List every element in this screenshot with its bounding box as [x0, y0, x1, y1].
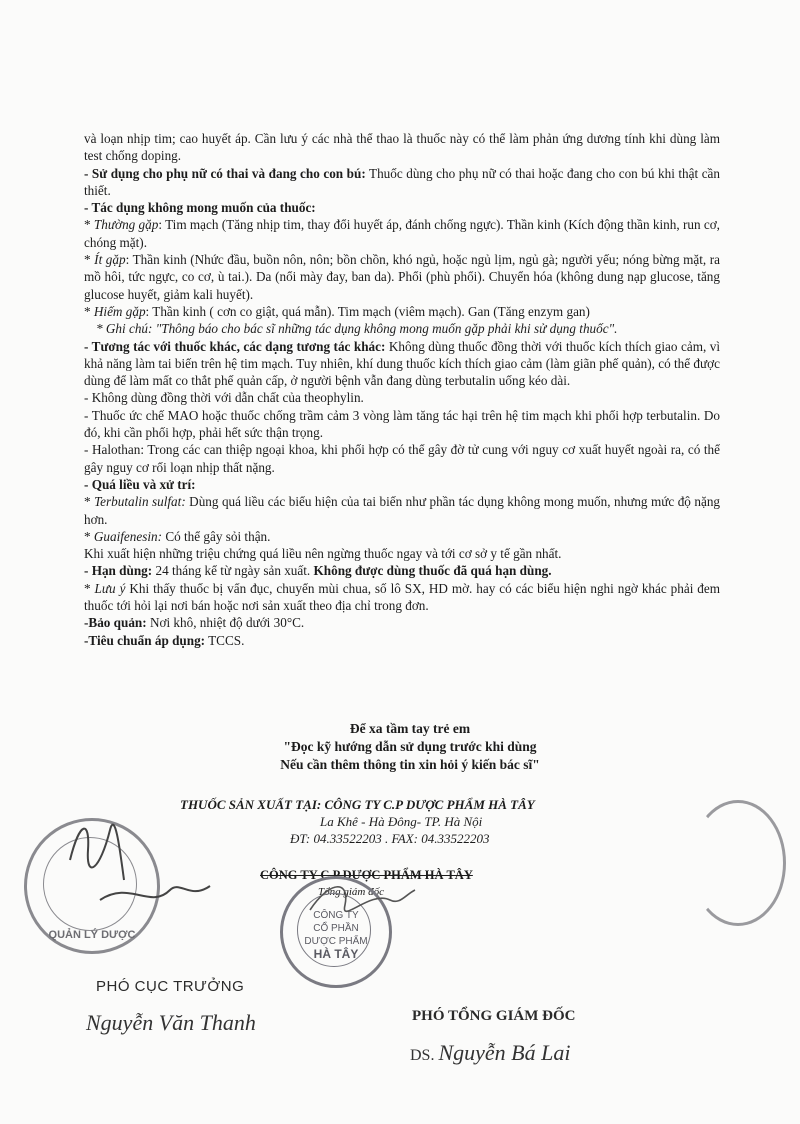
company-signature-name: CÔNG TY C.P DƯỢC PHẨM HÀ TÂY — [260, 868, 473, 882]
rare-label: Hiếm gặp — [93, 303, 146, 319]
paragraph-storage — [84, 614, 720, 631]
name-signature: Nguyễn Bá Lai — [438, 1040, 571, 1065]
guaifenesin-text: Có thể gây sỏi thận. — [162, 528, 271, 544]
expiry-label: - Hạn dùng: — [84, 563, 153, 579]
name-prefix: DS. — [410, 1047, 435, 1064]
manufacturer-address: La Khê - Hà Đông- TP. Hà Nội — [320, 814, 483, 829]
agency-stamp-text: QUẢN LÝ DƯỢC — [48, 929, 136, 941]
warning-block — [210, 720, 610, 774]
paragraph-guaifenesin — [84, 528, 720, 545]
paragraph-uncommon — [84, 251, 720, 303]
common-text: : Tim mạch (Tăng nhịp tim, thay đổi huyết áp, đánh chống ngực). Thần kinh (Kích động thần kinh, run cơ, chóng mặt). — [84, 217, 720, 250]
paragraph-standard — [84, 632, 720, 649]
expiry-warning: Không được dùng thuốc đã quá hạn dùng. — [313, 563, 552, 579]
vice-general-director-title: PHÓ TỔNG GIÁM ĐỐC — [412, 1008, 576, 1024]
overdose-heading: - Quá liều và xử trí: — [84, 476, 196, 492]
paragraph-mao: - Thuốc ức chế MAO hoặc thuốc chống trầm cảm 3 vòng làm tăng tác hại trên hệ tim mạch khi phối hợp terbutalin. Do đó, khi cần phối hợp, phải hết sức thận trọng. — [84, 407, 720, 441]
uncommon-text: : Thần kinh (Nhức đầu, buồn nôn, nôn; bồn chồn, khó ngủ, hoặc ngủ lịm, ngủ gà; người yếu; nóng bừng mặt, ra mồ hôi, tức ngực, co cơ, ù tai.). Da (nổi mày đay, ban da). Phổi (phù phổi). Chuyển hóa (không dung nạp glucose, tăng glucose huyết, giảm kali huyết). — [84, 252, 720, 302]
bullet-star: * — [84, 303, 94, 319]
manufacturer-name: THUỐC SẢN XUẤT TẠI: CÔNG TY C.P DƯỢC PHẨM HÀ TÂY — [180, 797, 535, 812]
bullet-star: * — [84, 217, 94, 233]
paragraph-caution — [84, 580, 720, 615]
manufacturer-block — [180, 796, 600, 847]
bullet-star: * — [84, 252, 95, 268]
paragraph-pregnancy — [84, 165, 720, 200]
paragraph-halothane: - Halothan: Trong các can thiệp ngoại khoa, khi phối hợp có thể gây đờ tử cung với nguy cơ xuất huyết ngoài ra, có thể gây nguy cơ rối loạn nhịp thất nặng. — [84, 442, 720, 475]
bullet-star: * — [84, 528, 94, 544]
uncommon-label: Ít gặp — [94, 252, 126, 268]
standard-label: -Tiêu chuẩn áp dụng: — [84, 632, 206, 648]
bullet-star: * — [84, 580, 95, 596]
pregnancy-text: Thuốc dùng cho phụ nữ có thai hoặc đang cho con bú khi thật cần thiết. — [84, 165, 720, 198]
stamp-line-1: CÔNG TY — [313, 910, 359, 921]
expiry-text: 24 tháng kể từ ngày sản xuất. — [152, 563, 314, 579]
vice-general-director-name — [410, 1040, 570, 1066]
handwritten-signature-left — [60, 790, 220, 930]
stamp-line-2: CỔ PHẦN — [313, 923, 359, 934]
paragraph-indications-end: và loạn nhịp tim; cao huyết áp. Cần lưu ý các nhà thể thao là thuốc này có thể làm phản ứng dương tính khi dùng làm test chống doping. — [84, 131, 720, 164]
caution-label: Lưu ý — [94, 580, 126, 596]
paragraph-expiry — [84, 562, 720, 579]
paragraph-interactions — [84, 338, 720, 390]
terbutaline-text: Dùng quá liều các biểu hiện của tai biến như phần tác dụng không mong muốn, nhưng mức độ nặng hơn. — [84, 494, 721, 527]
stamp-line-4: HÀ TÂY — [313, 947, 359, 961]
common-label: Thường gặp — [93, 217, 159, 233]
paragraph-overdose-action: Khi xuất hiện những triệu chứng quá liều nên ngừng thuốc ngay và tới cơ sở y tế gần nhất. — [84, 546, 562, 562]
handwritten-signature-right — [300, 870, 420, 930]
manufacturer-phone: ĐT: 04.33522203 . FAX: 04.33522203 — [290, 831, 490, 846]
vice-director-name: Nguyễn Văn Thanh — [86, 1010, 256, 1035]
paragraph-theophylline: - Không dùng đồng thời với dẫn chất của theophylin. — [84, 390, 364, 406]
paragraph-note: * Ghi chú: "Thông báo cho bác sĩ những tác dụng không mong muốn gặp phải khi sử dụng thuốc". — [96, 321, 618, 337]
vice-director-title: PHÓ CỤC TRƯỞNG — [96, 978, 245, 995]
rare-text: : Thần kinh ( cơn co giật, quá mẫn). Tim mạch (viêm mạch). Gan (Tăng enzym gan) — [145, 303, 590, 319]
warning-children: Để xa tầm tay trẻ em — [349, 721, 471, 736]
paragraph-rare — [84, 303, 720, 320]
pregnancy-label: - Sử dụng cho phụ nữ có thai và đang cho con bú: — [84, 165, 366, 181]
interactions-label: - Tương tác với thuốc khác, các dạng tương tác khác: — [84, 338, 386, 354]
document-body — [84, 130, 720, 649]
guaifenesin-label: Guaifenesin: — [93, 528, 163, 544]
storage-text: Nơi khô, nhiệt độ dưới 30°C. — [146, 615, 305, 631]
stamp-line-3: DƯỢC PHẨM — [304, 936, 368, 947]
warning-read-instructions: "Đọc kỹ hướng dẫn sử dụng trước khi dùng — [283, 739, 537, 754]
caution-text: Khi thấy thuốc bị vẩn đục, chuyển mùi chua, số lô SX, HD mờ. hay có các biểu hiện nghi ngờ khác phải đem thuốc tới hỏi lại nơi bán hoặc nơi sản xuất theo địa chỉ trong đơn. — [84, 580, 720, 614]
terbutaline-label: Terbutalin sulfat: — [94, 494, 186, 510]
paragraph-common — [84, 216, 720, 251]
warning-ask-doctor: Nếu cần thêm thông tin xin hỏi ý kiến bác sĩ" — [280, 757, 540, 772]
interactions-text: Không dùng thuốc đồng thời với thuốc kích thích giao cảm, vì khả năng làm tai biến trên hệ tim mạch. Tuy nhiên, khí dung thuốc kích thích giao cảm (làm giãn phế quản), có thể được dùng để làm mất co thắt phế quản cấp, ở người bệnh vẫn đang dùng terbutalin uống kéo dài. — [84, 338, 721, 389]
company-signature-title: Tổng giám đốc — [318, 886, 384, 898]
side-effects-heading: - Tác dụng không mong muốn của thuốc: — [84, 200, 316, 216]
standard-text: TCCS. — [205, 632, 245, 648]
storage-label: -Bảo quản: — [84, 615, 147, 631]
bullet-star: * — [84, 494, 95, 510]
paragraph-terbutaline — [84, 493, 720, 528]
edge-stamp-partial — [690, 800, 786, 926]
